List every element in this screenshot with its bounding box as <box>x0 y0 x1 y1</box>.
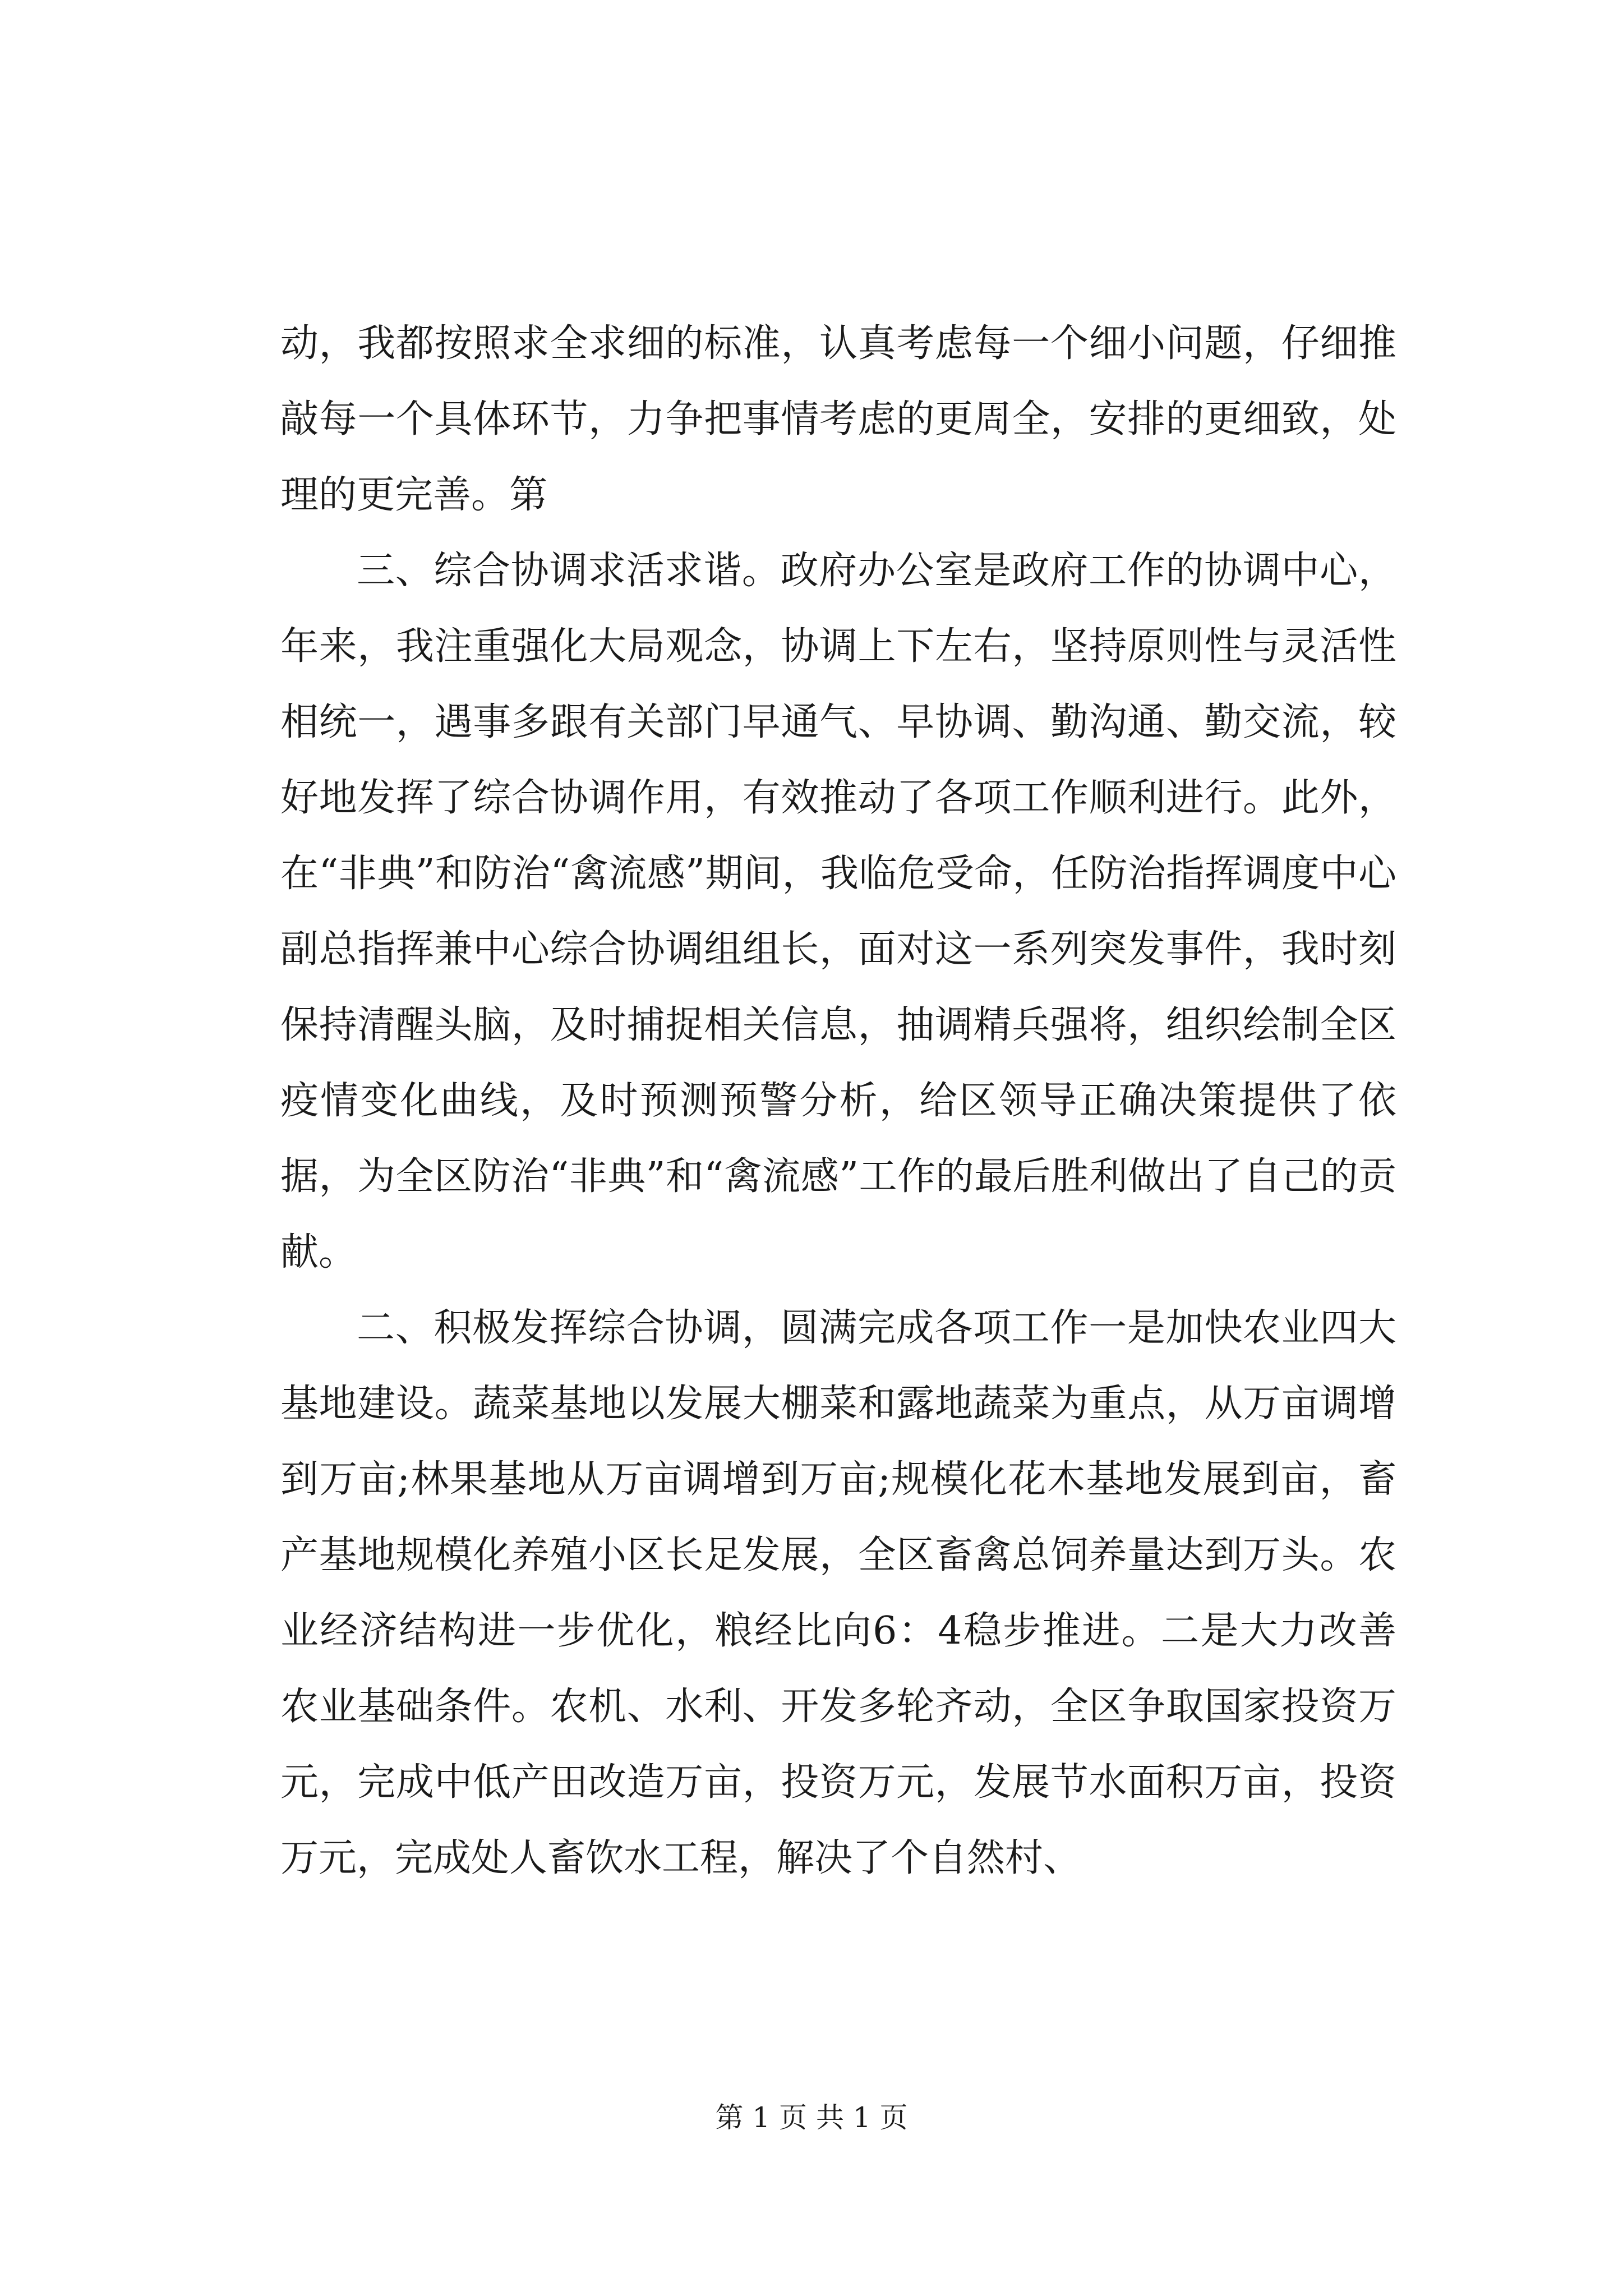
paragraph-3: 二、积极发挥综合协调，圆满完成各项工作一是加快农业四大基地建设。蔬菜基地以发展大棚菜和露地蔬菜为重点，从万亩调增到万亩;林果基地从万亩调增到万亩;规模化花木基地发展到亩，畜产基地规模化养殖小区长足发展，全区畜禽总饲养量达到万头。农业经济结构进一步优化，粮经比向6：4稳步推进。二是大力改善农业基础条件。农机、水利、开发多轮齐动，全区争取国家投资万元，完成中低产田改造万亩，投资万元，发展节水面积万亩，投资万元，完成处人畜饮水工程，解决了个自然村、 <box>280 1306 1396 1880</box>
page-number-footer: 第 1 页 共 1 页 <box>715 2101 908 2134</box>
paragraph-2: 三、综合协调求活求谐。政府办公室是政府工作的协调中心，年来，我注重强化大局观念，协调上下左右，坚持原则性与灵活性相统一，遇事多跟有关部门早通气、早协调、勤沟通、勤交流，较好地发挥了综合协调作用，有效推动了各项工作顺利进行。此外，在“非典”和防治“禽流感”期间，我临危受命，任防治指挥调度中心副总指挥兼中心综合协调组组长，面对这一系列突发事件，我时刻保持清醒头脑，及时捕捉相关信息，抽调精兵强将，组织绘制全区疫情变化曲线，及时预测预警分析，给区领导正确决策提供了依据，为全区防治“非典”和“禽流感”工作的最后胜利做出了自己的贡献。 <box>280 549 1396 1274</box>
paragraph-1: 动，我都按照求全求细的标准，认真考虑每一个细小问题，仔细推敲每一个具体环节，力争把事情考虑的更周全，安排的更细致，处理的更完善。第 <box>280 321 1396 517</box>
document-body <box>280 306 1396 1896</box>
